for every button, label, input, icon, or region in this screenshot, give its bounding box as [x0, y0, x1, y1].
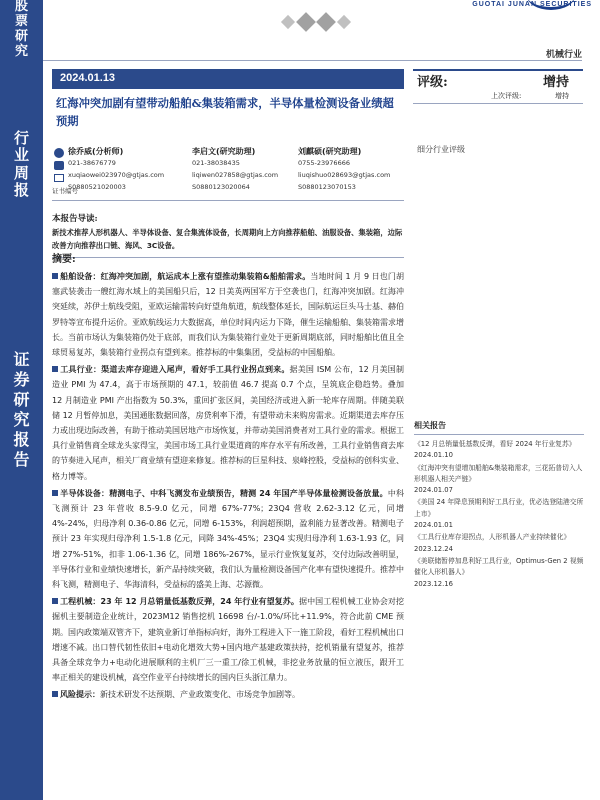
analyst-name: 徐乔威(分析师) [68, 147, 124, 156]
abstract-heading: 摘要: [52, 254, 76, 265]
analyst-card [298, 146, 413, 195]
paragraph-lead: 工具行业：渠道去库存迎进入尾声，看好手工具行业拐点到来。 [60, 365, 290, 375]
phone-icon [54, 161, 64, 170]
sidebar-char: 究 [14, 43, 28, 59]
related-date: 2024.01.01 [414, 521, 453, 530]
square-bullet-icon [52, 273, 58, 279]
diamond-icon [296, 12, 316, 32]
paragraph-lead: 工程机械：23 年 12 月总销量低基数反弹，24 年行业有望复苏。 [60, 597, 299, 607]
sidebar-char: 票 [14, 13, 28, 29]
sidebar-char: 告 [13, 450, 30, 469]
guide-heading: 本报告导读: [52, 214, 98, 224]
person-icon [54, 148, 64, 158]
page-header [43, 0, 600, 44]
sidebar-char: 股 [14, 0, 28, 14]
guide-text: 新技术推荐人形机器人、半导体设备、复合集流体设备，长周期向上方向推荐船舶、油服设备、集装箱，边际改善方向推荐出口链、海风、3C设备。 [52, 228, 403, 250]
email-icon [54, 174, 64, 182]
related-report-link[interactable] [414, 532, 584, 555]
sidebar-char: 研 [13, 390, 30, 409]
related-report-link[interactable] [414, 497, 584, 531]
related-title[interactable]: 《美联储暂停加息利好工具行业，Optimus-Gen 2 视频催化人形机器人》 [414, 556, 584, 577]
sidebar-char: 究 [13, 410, 30, 429]
sidebar-securities-report [0, 350, 43, 470]
related-report-link[interactable] [414, 556, 584, 590]
paragraph-text: 中科飞测预计 23 年营收 8.5-9.0 亿元，同增 67%-77%；23Q4 营收 2.62-3.12 亿元，同增 4%-24%，归母净利 0.36-0.86 亿元，同增 6-153%，利润超预期，盈利能力显著改善。精测电子预计 23 年实现归母净利 1.5-1.8 亿元，同降 34%-45%；23Q4 实现归母净利 1.63-1.93 亿，同增 27%-51%，扣非 1.06-1.36 亿，同增 186%-267%，显示行业恢复复苏，交付边际改善明显，半导体行业和业绩快速增长，新产品持续突破，我们认为量检测设备国产化率有望快速提升。推荐中科飞测，精测电子、华海清科，受益标的盛美上海、芯源微。 [52, 488, 405, 590]
abstract-paragraph [52, 486, 404, 592]
related-date: 2023.12.24 [414, 544, 453, 553]
previous-rating-label: 上次评级: [491, 92, 522, 100]
paragraph-lead: 船舶设备：红海冲突加剧，航运成本上涨有望推动集装箱&船舶需求。 [60, 272, 311, 281]
related-report-link[interactable] [414, 439, 584, 462]
analyst-block [52, 146, 404, 198]
paragraph-text: 当地时间 1 月 9 日也门胡塞武装袭击一艘红海水域上的美国船只后，12 日美英两国军方于空袭也门，红海冲突加剧。红海冲突延续，苏伊士航线受阻，亚欧运输需转向好望角航道，航线整体延长，国际航运巨头马士基、赫伯罗特等宣布提升运价。亚欧航线运力大数据高，单位时间内运力下降，催生运输船舶、集装箱需求增长。当前市场认为集装箱仍处于底部，而我们认为集装箱行业处于更新周期底部，同时船舶比值且全球贸易复苏，集装箱行业拐点有望到来。推荐标的中集集团，受益标的中国船舶。 [52, 272, 404, 358]
analyst-cert: S0880123070153 [298, 183, 356, 191]
analyst-phone: 021-38038435 [192, 159, 240, 167]
analyst-email[interactable]: xuqiaowei023970@gtjas.com [68, 171, 165, 179]
related-heading: 相关报告 [414, 420, 584, 435]
paragraph-text: 新技术研发不达预期、产业政策变化、市场竞争加剧等。 [100, 690, 300, 700]
paragraph-text: 据中国工程机械工业协会对挖掘机主要制造企业统计，2023M12 销售挖机 16698 台/-1.0%/环比+11.9%，符合此前 CME 预期。国内政策端双管齐下，建筑业新订单指标向好，海外工程进入下一施工阶段，看好工程机械出口增速不减。出口替代韧性依旧+电动化增效大势+国内地产基建政策扶持，挖机销量有望复苏，推荐具备全球竞争力+电动化进展顺利的主机厂三一重工/徐工机械，非挖业务放量的恒立液压，跟开工率正相关的建设机械，高空作业平台持续增长的国内巨头浙江鼎力。 [52, 597, 404, 683]
paragraph-lead: 风险提示： [60, 690, 100, 700]
square-bullet-icon [52, 598, 58, 604]
sidebar-char: 券 [13, 370, 30, 389]
rating-bottom-rule [413, 103, 583, 104]
related-date: 2024.01.10 [414, 451, 453, 460]
report-date: 2024.01.13 [52, 69, 404, 89]
industry-tag: 机械行业 [545, 50, 582, 60]
analyst-phone: 021-38676779 [68, 159, 116, 167]
sidebar-char: 报 [13, 430, 30, 449]
header-divider [43, 60, 582, 61]
abstract-section [52, 250, 404, 705]
left-sidebar [0, 0, 43, 800]
abstract-paragraph [52, 269, 404, 360]
report-title: 红海冲突加剧有望带动船舶&集装箱需求，半导体量检测设备业绩超预期 [56, 96, 394, 128]
related-title[interactable]: 《红海冲突有望增加船舶&集装箱需求，三花拓普切入人形机器人相关产链》 [414, 463, 583, 483]
square-bullet-icon [52, 490, 58, 496]
sidebar-char: 证 [13, 350, 30, 369]
sub-industry-rating: 细分行业评级 [417, 145, 465, 154]
analyst-cert: S0880123020064 [192, 183, 250, 191]
previous-rating-value: 增持 [555, 92, 569, 100]
analyst-name: 刘麒硕(研究助理) [298, 147, 362, 156]
rating-box [413, 69, 583, 107]
rating-label: 评级: [417, 75, 448, 90]
related-date: 2024.01.07 [414, 486, 453, 495]
abstract-paragraph [52, 362, 404, 484]
diamond-decoration [283, 0, 349, 44]
sidebar-stock-research [0, 0, 43, 60]
sidebar-char: 周 [13, 163, 29, 182]
related-report-link[interactable] [414, 463, 584, 497]
diamond-icon [337, 15, 351, 29]
analyst-name: 李启文(研究助理) [192, 147, 256, 156]
diamond-icon [316, 12, 336, 32]
abstract-paragraph [52, 687, 404, 702]
abstract-paragraph [52, 594, 404, 685]
related-title[interactable]: 《美国 24 年降息预期利好工具行业，优必选登陆港交所上市》 [414, 498, 584, 518]
sidebar-char: 业 [13, 146, 29, 165]
sidebar-char: 行 [13, 129, 29, 147]
paragraph-text: 据美国 ISM 公布，12 月美国制造业 PMI 为 47.4，高于市场预期的 47.1，较前值 46.7 提高 0.7 个点，呈筑底企稳趋势。叠加 12 月制造业 PMI 产出指数为 50.3%，重回扩张区间，美国经济或进入新一轮库存周期。伴随美联储 12 月暂停加息，美国通胀数据回落，房贷利率下滑，有望带动未来购房需求。近期渠道去库存压力或出现边际改善，有助于推动美国居地产市场恢复，并带动美国消费者对工具行业的需求。根据工具行业销售商全球龙头家得宝，美国市场工具行业渠道商的库存水平有所改善，工具行业销售商去库的节奏进入尾声，相关厂商业绩有望迎来修复。推荐标的巨星科技、泉峰控股，受益标的创科实业、格力博等。 [52, 365, 404, 481]
analyst-email[interactable]: liuqishuo028693@gtjas.com [298, 171, 391, 179]
diamond-icon [281, 15, 295, 29]
analyst-card [68, 146, 183, 195]
sidebar-char: 研 [14, 28, 28, 44]
rating-value: 增持 [542, 75, 569, 90]
square-bullet-icon [52, 366, 58, 372]
related-title[interactable]: 《工具行业库存迎拐点，人形机器人产业持续催化》 [414, 533, 571, 542]
analyst-cert: S0880521020003 [68, 183, 126, 191]
brand-name: GUOTAI JUNAN SECURITIES [472, 1, 592, 8]
analyst-card [192, 146, 307, 195]
sidebar-char: 报 [13, 180, 29, 199]
related-reports [414, 420, 584, 591]
related-date: 2023.12.16 [414, 579, 453, 588]
analyst-divider [52, 200, 404, 201]
analyst-phone: 0755-23976666 [298, 159, 350, 167]
sidebar-industry-weekly [0, 130, 43, 199]
related-title[interactable]: 《12 月总销量低基数反弹，看好 2024 年行业复苏》 [414, 440, 576, 448]
analyst-email[interactable]: liqiwen027858@gtjas.com [192, 171, 279, 179]
paragraph-lead: 半导体设备：精测电子、中科飞测发布业绩预告，精测 24 年国产半导体量检测设备放量。 [60, 488, 388, 498]
cert-label: 证书编号 [52, 187, 78, 195]
square-bullet-icon [52, 691, 58, 697]
